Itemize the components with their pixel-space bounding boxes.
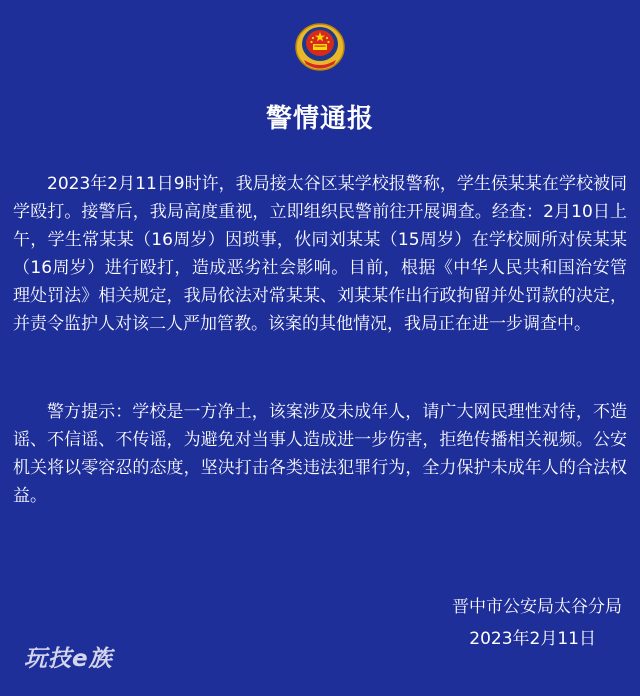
signature-organization: 晋中市公安局太谷分局 [452,597,622,617]
police-emblem-icon [294,20,346,72]
page-title: 警情通报 [265,104,374,134]
watermark: 玩技e族 [24,646,113,672]
report-paragraph: 2023年2月11日9时许，我局接太谷区某学校报警称，学生侯某某在学校被同学殴打。接警后，我局高度重视，立即组织民警前往开展调查。经查：2月10日上午，学生常某某（16周岁）因琐事，伙同刘某某（15周岁）在学校厕所对侯某某（16周岁）进行殴打，造成恶劣社会影响。目前，根据《中华人民共和国治安管理处罚法》相关规定，我局依法对常某某、刘某某作出行政拘留并处罚款的决定，并责令监护人对该二人严加管教。该案的其他情况，我局正在进一步调查中。 [13,174,627,334]
warning-paragraph: 警方提示：学校是一方净土，该案涉及未成年人，请广大网民理性对待，不造谣、不信谣、不传谣，为避免对当事人造成进一步伤害，拒绝传播相关视频。公安机关将以零容忍的态度，坚决打击各类违法犯罪行为，全力保护未成年人的合法权益。 [13,402,627,506]
signature-date: 2023年2月11日 [469,629,596,649]
